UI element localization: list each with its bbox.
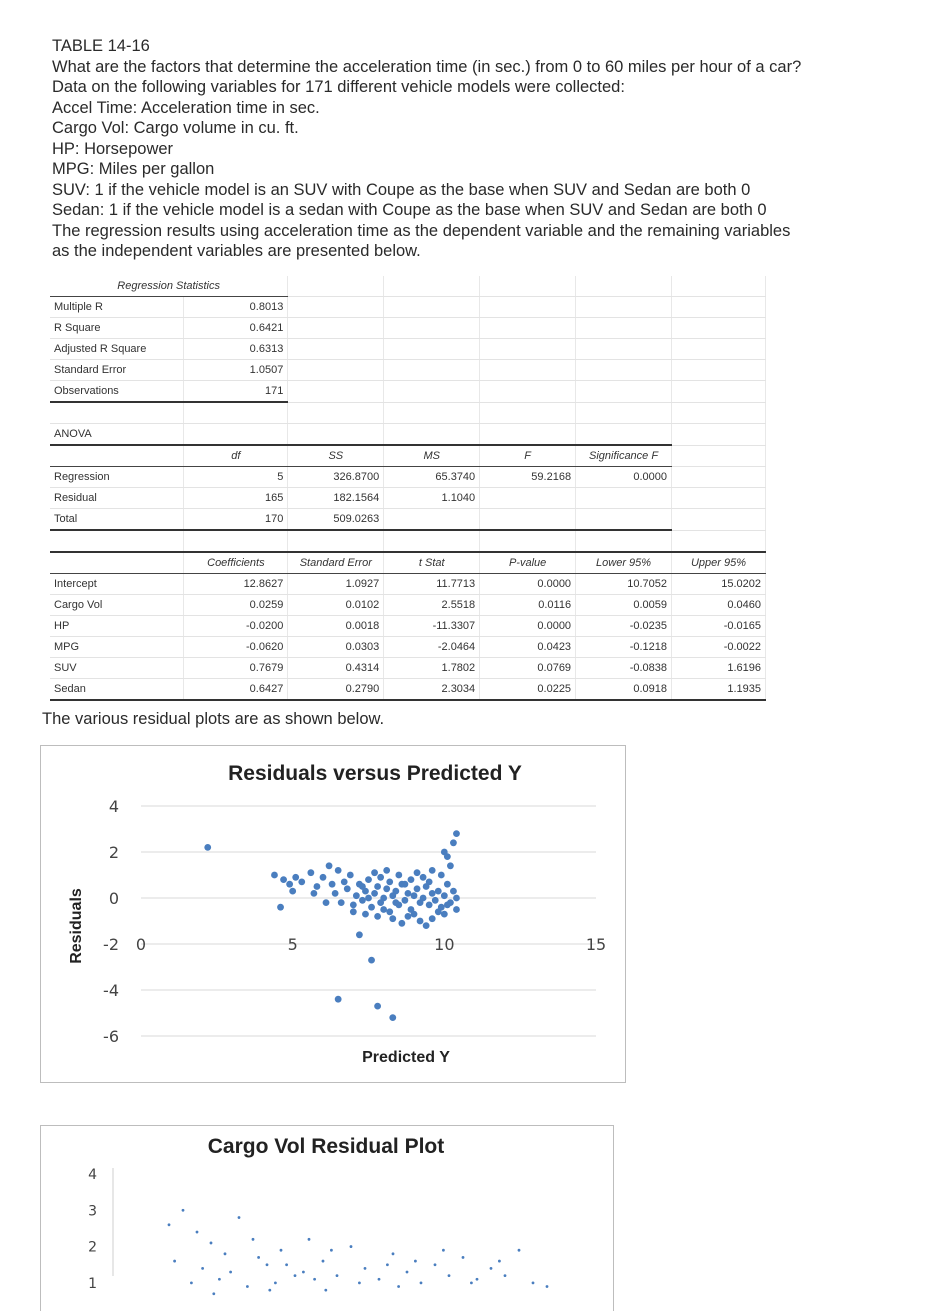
y-axis-label: Residuals bbox=[68, 888, 85, 964]
data-point bbox=[378, 1278, 381, 1281]
data-point bbox=[335, 996, 342, 1003]
data-point bbox=[402, 881, 409, 888]
data-point bbox=[504, 1274, 507, 1277]
intro-line: Cargo Vol: Cargo volume in cu. ft. bbox=[52, 119, 299, 137]
data-point bbox=[383, 885, 390, 892]
data-point bbox=[395, 872, 402, 879]
coef-cell: 0.0225 bbox=[480, 679, 576, 701]
data-point bbox=[356, 931, 363, 938]
data-point bbox=[280, 876, 287, 883]
column-header: df bbox=[184, 445, 288, 467]
intro-line: Sedan: 1 if the vehicle model is a sedan with Coupe as the base when SUV and Sedan are both 0 bbox=[52, 201, 767, 219]
stat-label: R Square bbox=[50, 318, 184, 339]
data-point bbox=[386, 1263, 389, 1266]
data-point bbox=[274, 1281, 277, 1284]
y-tick-label: 3 bbox=[88, 1203, 97, 1220]
data-point bbox=[414, 885, 421, 892]
coef-cell: Cargo Vol bbox=[50, 595, 184, 616]
data-point bbox=[432, 897, 439, 904]
coef-cell: SUV bbox=[50, 658, 184, 679]
data-point bbox=[204, 844, 211, 851]
table-row bbox=[50, 637, 766, 658]
data-point bbox=[453, 906, 460, 913]
coef-cell: -0.0235 bbox=[576, 616, 672, 637]
coef-cell: 0.0460 bbox=[672, 595, 766, 616]
coef-cell: -0.0620 bbox=[184, 637, 288, 658]
data-point bbox=[453, 895, 460, 902]
y-tick-label: 0 bbox=[108, 889, 119, 908]
anova-cell: 1.1040 bbox=[384, 488, 480, 509]
data-point bbox=[429, 890, 436, 897]
data-point bbox=[173, 1260, 176, 1263]
data-point bbox=[380, 895, 387, 902]
data-point bbox=[182, 1209, 185, 1212]
intro-line: What are the factors that determine the acceleration time (in sec.) from 0 to 60 miles per hour of a car? bbox=[52, 57, 802, 76]
data-point bbox=[350, 902, 357, 909]
coef-cell: 10.7052 bbox=[576, 574, 672, 595]
data-point bbox=[546, 1285, 549, 1288]
coef-cell: -0.0838 bbox=[576, 658, 672, 679]
regression-statistics-table bbox=[50, 276, 766, 701]
data-point bbox=[386, 908, 393, 915]
stat-value: 0.6421 bbox=[184, 318, 288, 339]
column-header: MS bbox=[384, 445, 480, 467]
coef-cell: 0.0423 bbox=[480, 637, 576, 658]
data-point bbox=[323, 899, 330, 906]
data-point bbox=[441, 911, 448, 918]
data-point bbox=[294, 1274, 297, 1277]
y-tick-label: 2 bbox=[108, 843, 119, 862]
coef-cell: -0.0200 bbox=[184, 616, 288, 637]
intro-line: MPG: Miles per gallon bbox=[52, 160, 215, 178]
data-point bbox=[329, 881, 336, 888]
y-tick-label: -4 bbox=[103, 981, 119, 1000]
table-row bbox=[50, 360, 766, 381]
residuals-vs-predicted-chart bbox=[40, 745, 626, 1083]
data-point bbox=[257, 1256, 260, 1259]
data-point bbox=[324, 1289, 327, 1292]
anova-cell: Regression bbox=[50, 467, 184, 488]
table-row bbox=[50, 616, 766, 637]
data-point bbox=[426, 879, 433, 886]
coef-cell: 0.0918 bbox=[576, 679, 672, 701]
data-point bbox=[374, 883, 381, 890]
data-point bbox=[212, 1292, 215, 1295]
table-row bbox=[50, 509, 766, 531]
column-header: F bbox=[480, 445, 576, 467]
anova-cell: 509.0263 bbox=[288, 509, 384, 531]
anova-cell: 59.2168 bbox=[480, 467, 576, 488]
data-point bbox=[353, 892, 360, 899]
data-point bbox=[350, 1245, 353, 1248]
y-tick-label: 4 bbox=[108, 797, 119, 816]
data-point bbox=[252, 1238, 255, 1241]
data-point bbox=[420, 895, 427, 902]
x-axis-label: Predicted Y bbox=[362, 1049, 450, 1066]
data-point bbox=[286, 881, 293, 888]
stat-value: 0.8013 bbox=[184, 297, 288, 318]
data-point bbox=[277, 904, 284, 911]
table-row bbox=[50, 595, 766, 616]
coef-cell: 0.0000 bbox=[480, 574, 576, 595]
data-point bbox=[490, 1267, 493, 1270]
data-point bbox=[402, 897, 409, 904]
coef-cell: 1.0927 bbox=[288, 574, 384, 595]
data-point bbox=[362, 911, 369, 918]
intro-line: Data on the following variables for 171 different vehicle models were collected: bbox=[52, 78, 625, 96]
anova-cell: 65.3740 bbox=[384, 467, 480, 488]
regression-output bbox=[50, 276, 770, 701]
stat-value: 171 bbox=[184, 381, 288, 403]
data-point bbox=[307, 869, 314, 876]
coef-cell: 0.4314 bbox=[288, 658, 384, 679]
intro-text bbox=[52, 36, 912, 262]
data-point bbox=[289, 888, 296, 895]
data-point bbox=[347, 872, 354, 879]
stat-value: 0.6313 bbox=[184, 339, 288, 360]
data-point bbox=[266, 1263, 269, 1266]
column-header: Standard Error bbox=[288, 552, 384, 574]
data-point bbox=[414, 1260, 417, 1263]
data-point bbox=[229, 1271, 232, 1274]
data-point bbox=[447, 862, 454, 869]
stat-label: Adjusted R Square bbox=[50, 339, 184, 360]
data-point bbox=[405, 913, 412, 920]
coef-cell: 0.2790 bbox=[288, 679, 384, 701]
coef-cell: -2.0464 bbox=[384, 637, 480, 658]
anova-cell: 165 bbox=[184, 488, 288, 509]
data-point bbox=[435, 888, 442, 895]
cargo-vol-residual-chart bbox=[40, 1125, 614, 1311]
data-point bbox=[371, 869, 378, 876]
coef-cell: 0.0000 bbox=[480, 616, 576, 637]
intro-line: SUV: 1 if the vehicle model is an SUV with Coupe as the base when SUV and Sedan are both 0 bbox=[52, 180, 751, 199]
intro-line: as the independent variables are presented below. bbox=[52, 242, 421, 260]
data-point bbox=[438, 872, 445, 879]
data-point bbox=[435, 908, 442, 915]
data-point bbox=[518, 1249, 521, 1252]
data-point bbox=[336, 1274, 339, 1277]
table-row bbox=[50, 488, 766, 509]
data-point bbox=[429, 915, 436, 922]
data-point bbox=[238, 1216, 241, 1219]
column-header: Coefficients bbox=[184, 552, 288, 574]
coef-cell: 1.7802 bbox=[384, 658, 480, 679]
data-point bbox=[359, 883, 366, 890]
data-point bbox=[314, 883, 321, 890]
anova-cell: 326.8700 bbox=[288, 467, 384, 488]
y-tick-label: 1 bbox=[88, 1275, 97, 1292]
data-point bbox=[397, 1285, 400, 1288]
chart-title: Cargo Vol Residual Plot bbox=[207, 1135, 445, 1158]
data-point bbox=[368, 904, 375, 911]
coef-cell: 0.0303 bbox=[288, 637, 384, 658]
coef-cell: Sedan bbox=[50, 679, 184, 701]
data-point bbox=[308, 1238, 311, 1241]
data-point bbox=[389, 1014, 396, 1021]
data-point bbox=[322, 1260, 325, 1263]
coef-cell: 2.5518 bbox=[384, 595, 480, 616]
coef-cell: 0.0059 bbox=[576, 595, 672, 616]
table-row bbox=[50, 574, 766, 595]
data-point bbox=[392, 899, 399, 906]
coef-cell: -0.1218 bbox=[576, 637, 672, 658]
data-point bbox=[442, 1249, 445, 1252]
regression-statistics-header: Regression Statistics bbox=[50, 276, 288, 297]
data-point bbox=[371, 890, 378, 897]
data-point bbox=[450, 839, 457, 846]
y-tick-label: -6 bbox=[103, 1027, 119, 1046]
data-point bbox=[365, 895, 372, 902]
table-row bbox=[50, 339, 766, 360]
data-point bbox=[434, 1263, 437, 1266]
intro-line: Accel Time: Acceleration time in sec. bbox=[52, 98, 320, 117]
anova-cell: 182.1564 bbox=[288, 488, 384, 509]
data-point bbox=[344, 885, 351, 892]
data-point bbox=[429, 867, 436, 874]
data-point bbox=[453, 830, 460, 837]
cargo-vol-residual-svg bbox=[41, 1126, 613, 1311]
table-row bbox=[50, 318, 766, 339]
coef-cell: HP bbox=[50, 616, 184, 637]
data-point bbox=[444, 902, 451, 909]
data-point bbox=[218, 1278, 221, 1281]
data-point bbox=[448, 1274, 451, 1277]
data-point bbox=[196, 1231, 199, 1234]
anova-header-row bbox=[50, 445, 766, 467]
coef-cell: 15.0202 bbox=[672, 574, 766, 595]
coef-cell: -11.3307 bbox=[384, 616, 480, 637]
data-point bbox=[498, 1260, 501, 1263]
data-point bbox=[335, 867, 342, 874]
data-point bbox=[398, 920, 405, 927]
table-title: TABLE 14-16 bbox=[52, 37, 150, 55]
column-header: SS bbox=[288, 445, 384, 467]
data-point bbox=[374, 1003, 381, 1010]
data-point bbox=[389, 915, 396, 922]
data-point bbox=[298, 879, 305, 886]
data-point bbox=[365, 876, 372, 883]
data-point bbox=[271, 872, 278, 879]
anova-cell: 170 bbox=[184, 509, 288, 531]
data-point bbox=[332, 890, 339, 897]
data-point bbox=[392, 1252, 395, 1255]
data-point bbox=[224, 1252, 227, 1255]
data-point bbox=[392, 888, 399, 895]
y-tick-label: -2 bbox=[103, 935, 119, 954]
data-point bbox=[368, 957, 375, 964]
column-header: Upper 95% bbox=[672, 552, 766, 574]
data-point bbox=[406, 1271, 409, 1274]
intro-line: The regression results using acceleration time as the dependent variable and the remaining variables bbox=[52, 221, 791, 240]
stat-label: Standard Error bbox=[50, 360, 184, 381]
data-point bbox=[377, 874, 384, 881]
stat-value: 1.0507 bbox=[184, 360, 288, 381]
data-point bbox=[532, 1281, 535, 1284]
stat-label: Observations bbox=[50, 381, 184, 403]
data-point bbox=[411, 911, 418, 918]
data-point bbox=[358, 1281, 361, 1284]
data-point bbox=[338, 899, 345, 906]
data-point bbox=[313, 1278, 316, 1281]
coef-cell: 0.0259 bbox=[184, 595, 288, 616]
column-header: t Stat bbox=[384, 552, 480, 574]
data-point bbox=[201, 1267, 204, 1270]
coef-cell: Intercept bbox=[50, 574, 184, 595]
coef-cell: -0.0165 bbox=[672, 616, 766, 637]
coef-cell: 0.0116 bbox=[480, 595, 576, 616]
data-point bbox=[426, 902, 433, 909]
table-row bbox=[50, 467, 766, 488]
data-point bbox=[476, 1278, 479, 1281]
data-point bbox=[423, 922, 430, 929]
data-point bbox=[374, 913, 381, 920]
data-point bbox=[302, 1271, 305, 1274]
data-point bbox=[330, 1249, 333, 1252]
coefficients-header-row bbox=[50, 552, 766, 574]
data-point bbox=[168, 1223, 171, 1226]
column-header: Lower 95% bbox=[576, 552, 672, 574]
coef-cell: 1.1935 bbox=[672, 679, 766, 701]
data-point bbox=[444, 853, 451, 860]
data-point bbox=[350, 908, 357, 915]
anova-cell: 0.0000 bbox=[576, 467, 672, 488]
table-row bbox=[50, 381, 766, 403]
coef-cell: 11.7713 bbox=[384, 574, 480, 595]
data-point bbox=[246, 1285, 249, 1288]
data-point bbox=[444, 881, 451, 888]
chart-title: Residuals versus Predicted Y bbox=[228, 762, 522, 785]
data-point bbox=[320, 874, 327, 881]
x-tick-label: 15 bbox=[585, 935, 607, 954]
table-row bbox=[50, 658, 766, 679]
data-point bbox=[364, 1267, 367, 1270]
column-header: Significance F bbox=[576, 445, 672, 467]
data-point bbox=[359, 897, 366, 904]
data-point bbox=[408, 876, 415, 883]
data-point bbox=[326, 862, 333, 869]
table-row bbox=[50, 297, 766, 318]
data-point bbox=[441, 892, 448, 899]
data-point bbox=[386, 879, 393, 886]
data-point bbox=[420, 874, 427, 881]
coef-cell: 12.8627 bbox=[184, 574, 288, 595]
x-tick-label: 5 bbox=[287, 935, 298, 954]
data-point bbox=[210, 1242, 213, 1245]
data-point bbox=[380, 906, 387, 913]
data-point bbox=[405, 890, 412, 897]
data-point bbox=[311, 890, 318, 897]
coef-cell: 0.0769 bbox=[480, 658, 576, 679]
anova-cell: 5 bbox=[184, 467, 288, 488]
coef-cell: 1.6196 bbox=[672, 658, 766, 679]
anova-cell: Residual bbox=[50, 488, 184, 509]
data-point bbox=[341, 879, 348, 886]
residuals-vs-predicted-svg bbox=[41, 746, 625, 1082]
coef-cell: 0.0018 bbox=[288, 616, 384, 637]
data-point bbox=[420, 1281, 423, 1284]
stat-label: Multiple R bbox=[50, 297, 184, 318]
data-point bbox=[292, 874, 299, 881]
y-tick-label: 4 bbox=[88, 1167, 97, 1183]
coef-cell: 2.3034 bbox=[384, 679, 480, 701]
column-header: P-value bbox=[480, 552, 576, 574]
x-tick-label: 0 bbox=[135, 935, 147, 954]
anova-cell: Total bbox=[50, 509, 184, 531]
data-point bbox=[450, 888, 457, 895]
data-point bbox=[383, 867, 390, 874]
coef-cell: 0.7679 bbox=[184, 658, 288, 679]
data-point bbox=[190, 1281, 193, 1284]
data-point bbox=[470, 1281, 473, 1284]
x-tick-label: 10 bbox=[434, 935, 455, 954]
data-point bbox=[285, 1263, 288, 1266]
data-point bbox=[414, 869, 421, 876]
anova-label: ANOVA bbox=[50, 424, 184, 446]
table-row bbox=[50, 679, 766, 701]
data-point bbox=[268, 1289, 271, 1292]
coef-cell: 0.0102 bbox=[288, 595, 384, 616]
coef-cell: 0.6427 bbox=[184, 679, 288, 701]
residuals-caption: The various residual plots are as shown below. bbox=[42, 710, 385, 728]
data-point bbox=[411, 892, 418, 899]
y-tick-label: 2 bbox=[88, 1239, 97, 1256]
data-point bbox=[417, 918, 424, 925]
data-point bbox=[280, 1249, 283, 1252]
data-point bbox=[462, 1256, 465, 1259]
coef-cell: -0.0022 bbox=[672, 637, 766, 658]
intro-line: HP: Horsepower bbox=[52, 139, 174, 158]
coef-cell: MPG bbox=[50, 637, 184, 658]
